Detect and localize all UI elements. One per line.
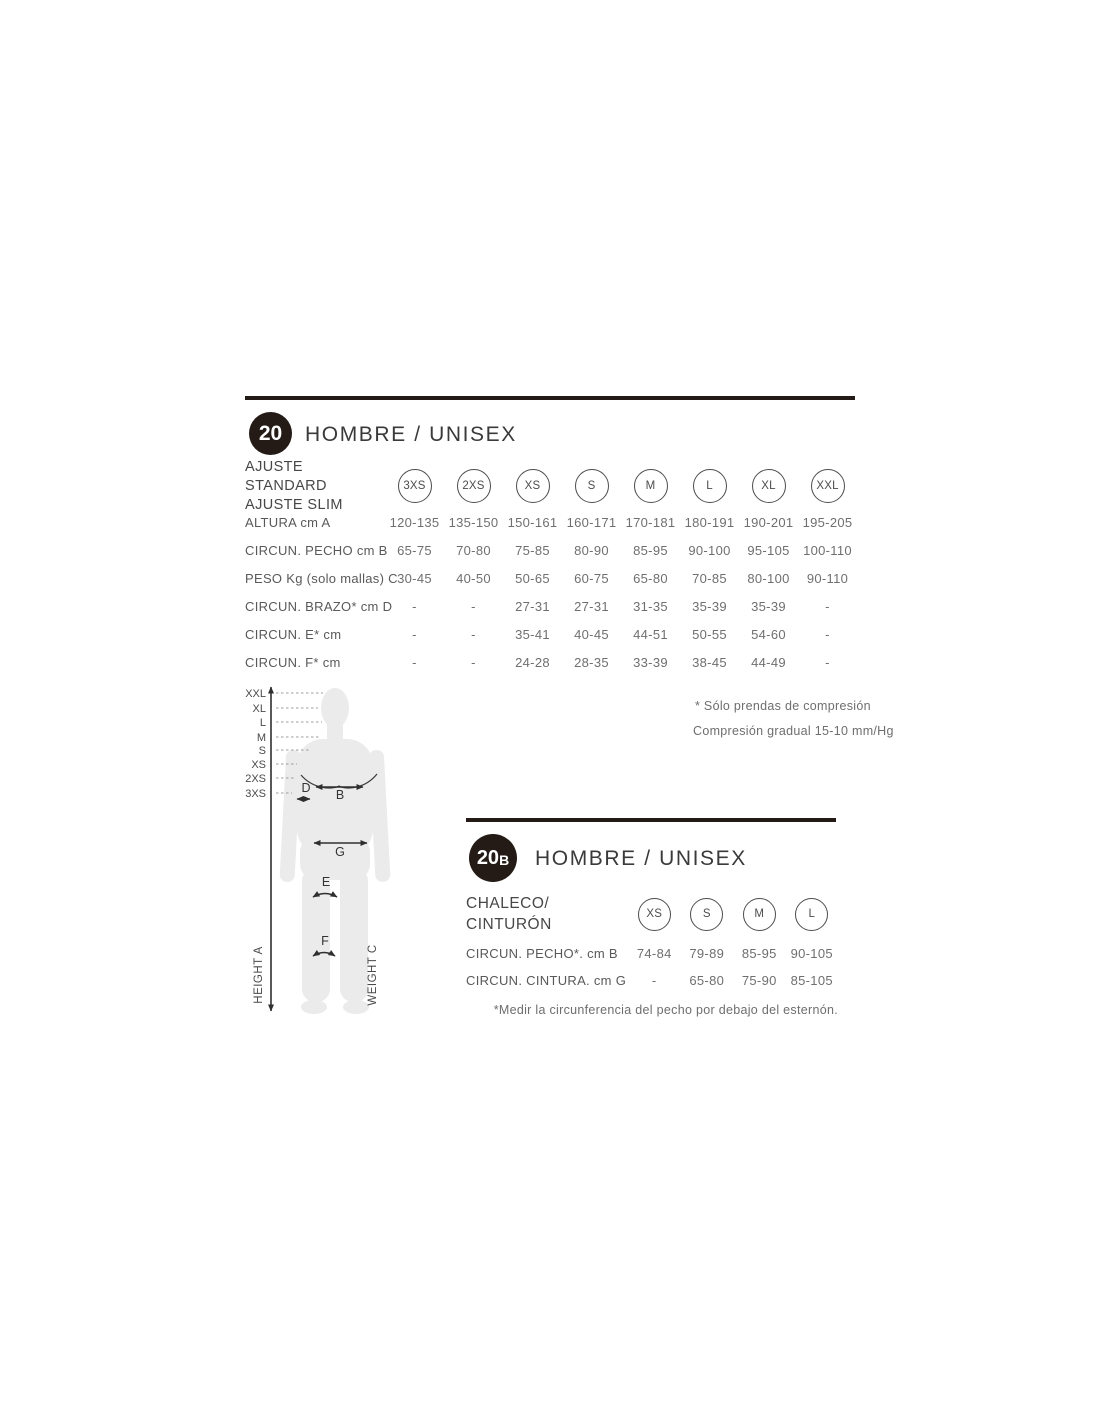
section-20b-divider-bar [466,818,836,822]
table-cell: 190-201 [743,514,794,530]
measure-label-arm: D [301,781,311,795]
table-cell: 28-35 [574,654,609,670]
table-cell: 24-28 [515,654,550,670]
table-cell: 160-171 [566,514,617,530]
row-label-peso: PESO Kg (solo mallas) C [245,570,398,586]
table-cell: 35-39 [751,598,786,614]
table-cell: 95-105 [747,542,790,558]
table-cell: 74-84 [636,946,672,961]
size-table-20b [466,888,838,994]
table-cell: 90-110 [806,570,849,586]
table-cell: 50-65 [515,570,550,586]
section-20b-badge-suffix: B [499,851,510,868]
compression-note-1: * Sólo prendas de compresión [695,699,871,713]
axis-size-label: XXL [245,688,266,700]
size-badge-xs: XS [638,898,671,931]
section-20b-badge-number: 20 [476,846,500,869]
compression-note-2: Compresión gradual 15-10 mm/Hg [693,724,894,738]
section-20-badge-number: 20 [258,421,283,445]
table-cell: 40-50 [456,570,491,586]
height-a-label: HEIGHT A [253,946,265,1004]
product-label [466,888,628,940]
table-cell: 180-191 [684,514,735,530]
size-badge-xxl: XXL [811,469,845,503]
fit-slim-label: AJUSTE SLIM [245,496,343,513]
table-cell: 100-110 [803,542,852,558]
table-cell: 85-105 [790,973,833,988]
table-cell: 35-39 [692,598,727,614]
table-cell: 40-45 [574,626,609,642]
table-cell: - [825,654,830,670]
table-cell: 85-95 [633,542,668,558]
table-cell: 50-55 [692,626,727,642]
table-cell: 65-75 [397,542,432,558]
table-cell: 65-80 [633,570,668,586]
fit-standard-label: AJUSTE STANDARD [245,458,327,494]
size-badge-m: M [634,469,668,503]
table-cell: 27-31 [515,598,550,614]
table-cell: 195-205 [802,514,853,530]
table-cell: 75-90 [741,973,777,988]
axis-size-label: L [259,717,266,729]
product-label-line1: CHALECO/ [466,895,550,912]
section-20-divider-bar [245,396,855,400]
table-cell: - [471,598,476,614]
table-cell: - [412,654,417,670]
table-cell: 80-90 [574,542,609,558]
axis-size-label: M [256,732,266,744]
table-cell: - [825,626,830,642]
table-cell: 31-35 [633,598,668,614]
table-cell: 38-45 [692,654,727,670]
body-measurement-diagram [240,678,440,1023]
row-label-circun-e: CIRCUN. E* cm [245,626,342,642]
section-20-title: HOMBRE / UNISEX [305,423,517,446]
axis-size-label: 3XS [245,788,266,800]
measure-label-chest: B [335,788,345,802]
row-label-pecho-20b: CIRCUN. PECHO*. cm B [466,946,618,961]
table-cell: 54-60 [751,626,786,642]
fit-type-label [245,458,385,513]
section-20-badge [249,412,292,455]
size-badge-m: M [743,898,776,931]
table-cell: 150-161 [507,514,558,530]
row-label-circun-f: CIRCUN. F* cm [245,654,341,670]
measure-label-calf: F [321,934,329,948]
table-cell: 60-75 [574,570,609,586]
table-cell: 35-41 [515,626,550,642]
table-cell: 90-105 [790,946,833,961]
table-cell: 70-85 [692,570,727,586]
size-badge-l: L [693,469,727,503]
table-cell: - [412,598,417,614]
measure-label-thigh: E [321,875,331,889]
table-cell: - [825,598,830,614]
table-cell: 30-45 [397,570,432,586]
weight-c-label: WEIGHT C [367,944,379,1006]
axis-size-label: 2XS [245,773,266,785]
axis-size-label: XS [251,759,266,771]
table-cell: 135-150 [448,514,499,530]
table-cell: 85-95 [741,946,777,961]
sternum-footnote: *Medir la circunferencia del pecho por debajo del esternón. [493,1003,838,1017]
size-table-20 [245,458,857,676]
row-label-altura: ALTURA cm A [245,514,331,530]
table-cell: 27-31 [574,598,609,614]
table-cell: 70-80 [456,542,491,558]
section-20b-badge [469,834,517,882]
product-label-line2: CINTURÓN [466,916,552,933]
measure-label-waist: G [335,845,345,859]
table-cell: 170-181 [625,514,676,530]
size-badge-l: L [795,898,828,931]
table-cell: 80-100 [747,570,790,586]
table-cell: 44-51 [633,626,668,642]
table-cell: 33-39 [633,654,668,670]
size-badge-3xs: 3XS [398,469,432,503]
size-badge-2xs: 2XS [457,469,491,503]
size-badge-s: S [575,469,609,503]
row-label-pecho: CIRCUN. PECHO cm B [245,542,388,558]
axis-size-label: S [258,745,266,757]
table-cell: 79-89 [689,946,725,961]
table-cell: - [651,973,657,988]
size-badge-xs: XS [516,469,550,503]
table-cell: 44-49 [751,654,786,670]
axis-size-label: XL [252,703,266,715]
row-label-cintura-20b: CIRCUN. CINTURA. cm G [466,973,627,988]
table-cell: 65-80 [689,973,725,988]
table-cell: 120-135 [389,514,440,530]
size-badge-xl: XL [752,469,786,503]
table-cell: 75-85 [515,542,550,558]
size-badge-s: S [690,898,723,931]
table-cell: - [471,626,476,642]
table-cell: - [412,626,417,642]
table-cell: - [471,654,476,670]
axis-size-labels [245,688,266,800]
row-label-brazo: CIRCUN. BRAZO* cm D [245,598,393,614]
section-20b-title: HOMBRE / UNISEX [535,847,747,870]
table-cell: 90-100 [688,542,731,558]
